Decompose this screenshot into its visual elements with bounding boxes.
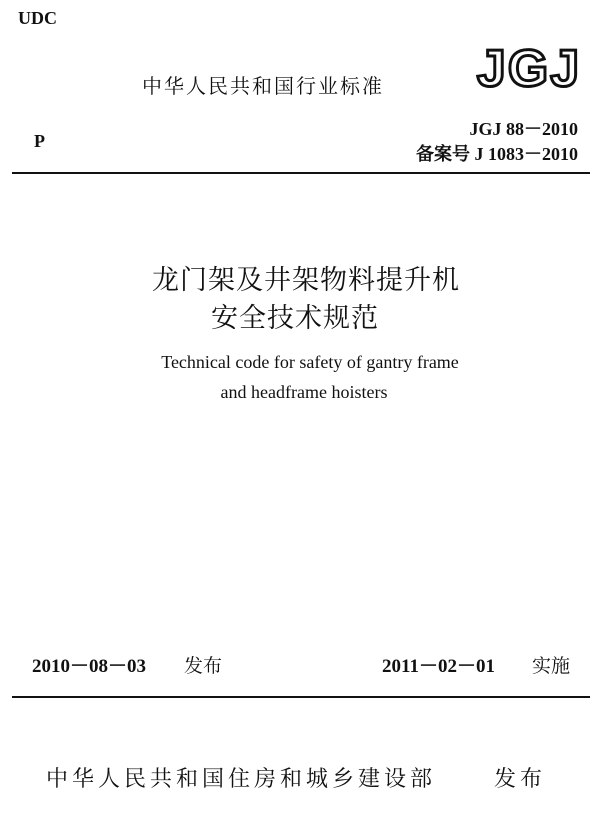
udc-label: UDC (18, 8, 57, 28)
title-chinese-line2: 安全技术规范 (211, 303, 379, 334)
bottom-divider (12, 696, 590, 698)
publisher-name: 中华人民共和国住房和城乡建设部 (46, 767, 437, 792)
classification-code: P (34, 131, 45, 151)
implementation-label: 实施 (532, 655, 571, 677)
title-english-line2: and headframe hoisters (220, 382, 388, 402)
jgj-logo (470, 38, 588, 96)
logo-text: JGJ (476, 40, 582, 96)
issue-date: 2010－08－03 (32, 656, 147, 677)
standard-code: JGJ 88－2010 (469, 119, 578, 139)
publish-label: 发布 (494, 767, 547, 792)
filing-number: 备案号 J 1083－2010 (416, 144, 578, 164)
issue-label: 发布 (184, 655, 223, 677)
title-chinese-line1: 龙门架及井架物料提升机 (152, 265, 460, 296)
implementation-date: 2011－02－01 (382, 656, 495, 677)
title-english-line1: Technical code for safety of gantry frame (161, 352, 459, 372)
top-divider (12, 172, 590, 174)
standard-type: 中华人民共和国行业标准 (142, 74, 384, 98)
